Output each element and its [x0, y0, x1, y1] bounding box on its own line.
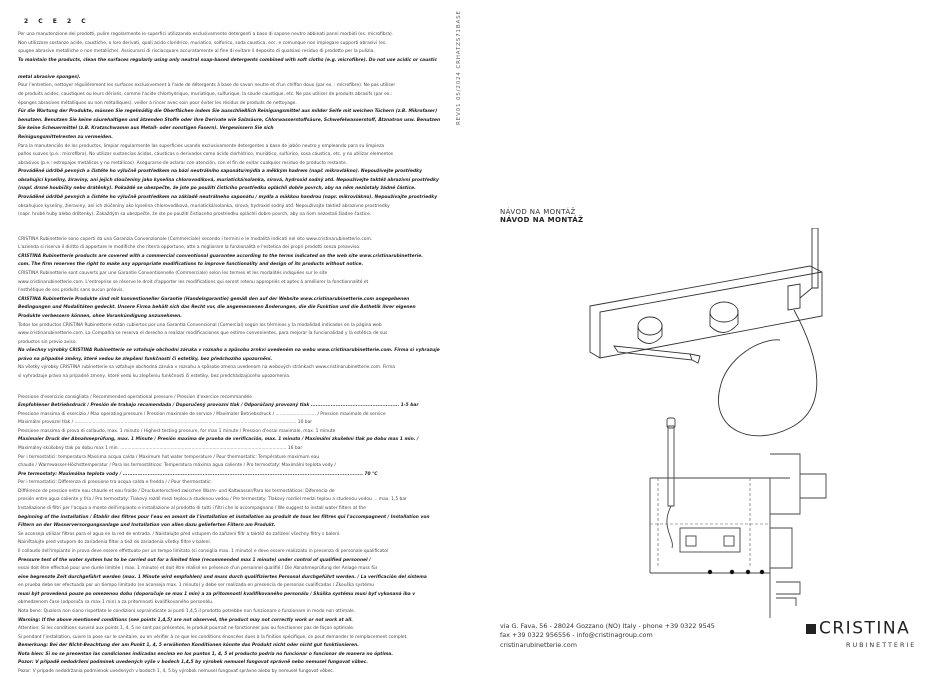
mounting-points	[708, 570, 764, 574]
specs-line: Bemerkung: Bei der Nicht-Beachtung der am Punkt 1, 4, 5 erwähnten Konditionen könnte das Produkt nicht oder nicht gut funktionieren.	[18, 643, 359, 649]
maintenance-line	[18, 65, 454, 74]
maintenance-line: Para la manutención de los productos, limpiar regularmente las superficies usando exclusivamente detergentes a base de jabón neutro y empleando para su limpieza	[18, 143, 385, 149]
warranty-line: l'esthétique de ses produits sans aucun préavis.	[18, 288, 124, 294]
revision-code: REV01 05/2024 CRHATZS71BASE	[456, 10, 462, 125]
specs-line: obmedzenom čase (odporúča sa max 1 min) a za prítomnosti kvalifikovaného personálu.	[18, 600, 214, 606]
address-line-1: via G. Fava, 56 - 28024 Gozzano (NO) Italy - phone +39 0322 9545	[500, 622, 715, 630]
specs-line: Empfohlener Betriebsdruck / Presión de trabajo recomendada / Doporučený provozní tlak / Odporúčaný provozný tlak ..................................................... 1-5 bar	[18, 403, 419, 409]
installation-view	[650, 418, 826, 618]
specs-line: Maximální provozní tlak / ............................................................................................................................................................... 10 bar	[18, 420, 313, 426]
logo-square-icon	[806, 624, 816, 634]
specs-line: beginning of the installation / Établir des filtres pour l'eau en amont de l'installation et installation au produit de tous les filtres qui l'accompagnent / Installation von	[18, 514, 430, 520]
maintenance-line: de produits acides, caustiques ou leurs dérivés, comme l'acide chlorhydrique, muriatique, sulfurique, la soude caustique, etc. Ne pas utiliser de produits abrasifs (par ex.:	[18, 92, 393, 98]
logo-name: CRISTINA	[819, 618, 911, 639]
maintenance-line: spugne abrasive metalliche o non metalliche). Assicurarsi di risciacquare accuratamente al fine di evitare il deposito di qualsiasi residuo di prodotto per la pulizia.	[18, 49, 375, 55]
maintenance-line: Non utilizzare sostanze acide, caustiche, o loro derivati, quali acido cloridrico, muriatico, solforico, soda caustica, ecc. e comunque non impiegare supporti abrasivi (es.	[18, 40, 387, 46]
specs-line: Filtern an der Wasserversorgungsanlage und Installation von allen dazu gelieferten Filtern am Produkt.	[18, 523, 276, 529]
warranty-line: www.cristinarubinetterie.com. La Compañía se reserva el derecho a realizar modificaciones que estime convenientes, para mejorar la funcionalidad y la estética de sus	[18, 331, 388, 337]
warranty-line: Produkte verbessern können, ohne Vorankündigung anzunehmen.	[18, 313, 182, 319]
specifications-section	[18, 394, 454, 677]
specs-line: Maximaler Druck der Abnahmeprüfung, max. 1 Minute / Presión maxima de prueba de verificación, max. 1 minuto / Maximální zkušební tlak po dobu max 1 min. /	[18, 437, 419, 443]
hand-shower	[812, 228, 818, 288]
warranty-section	[18, 236, 454, 382]
maintenance-line: (napr. hrubé huby alebo drôtenky). Zakaždým sa ubezpečte, že ste po použití čistiaceho prostriedku opláchli dobre povrch, aby na ňom nezostali žiadne častice.	[18, 212, 372, 218]
specs-line: Nota bene: Qualora non siano rispettate le condizioni sopraindicate ai punti 1,4,5 il prodotto potrebbe non funzionare o funzionare in modo non ottimale.	[18, 609, 356, 614]
warranty-line: CRISTINA Rubinetterie sono coperti da una Garanzia Convenzionale (Commerciale) secondo i termini e le modalità indicati nel sito www.cristinarubinetterie.com.	[18, 236, 373, 242]
maintenance-line: Prováděné údržbě pevných a čistéte ho výlučně prostředkem na bázi neutrálního saponátu/mýdla a měkkým hadrem (např. mikrovlákno). Nepoužívejte prostředky	[18, 169, 422, 175]
specs-line: Nota bien: Si no se presentan las condiciones indicadas encima en los puntos 1, 4, 5 el producto podría no funcionar o funcionar de manera no óptima.	[18, 651, 394, 657]
warranty-line: Bedingungen und Modalitäten gedeckt. Unsere Firma behält sich das Recht vor, die angemessenen Änderungen, die die Funktion und die Ästhetik ihrer eigenen	[18, 305, 416, 311]
maintenance-line: abrasivos (p.e.: estropajos metálicos y no metálicos). Asegurarse de aclarar con atención, con el fin de evitar cualquier residuo de producto restante.	[18, 160, 348, 166]
mixer-knob-right	[710, 302, 738, 322]
maintenance-line: To maintain the products, clean the surfaces regularly using only neutral soap-based detergents combined with soft cloths (e.g. microfibre). Do not use acidic or caustic	[18, 57, 438, 63]
specs-line: Pozor: V prípade nedodržania podmienok uvedených v bodoch 1, 4, 5 by výrobok nemusel fungovať správne alebo by nemusel fungovať vôbec.	[18, 669, 335, 675]
maintenance-line: Für die Wartung der Produkte, müssen Sie regelmäßig die Oberflächen indem Sie ausschließlich Reinigungsmittel aus milder Seife mit weichen Tüchern (z.B. Mikrofaser)	[18, 109, 438, 115]
warranty-line: productos sin previo aviso.	[18, 339, 77, 345]
specs-line: Pressione d'esercizio consigliata / Recommended operational pressure / Pression d'exercice recommandée	[18, 394, 252, 400]
specs-line: Nainštalujte pred vstupom do zariadenia filter a tiež do zariadenia všetky filtre v balení.	[18, 540, 211, 546]
maintenance-line: Pour l'entretien, nettoyer régulièrement les surfaces exclusivement à l'aide de détergents à base de savon neutre et d'un chiffon doux (par ex. : microfibre). Ne pas utiliser	[18, 83, 396, 89]
specs-line: presión entre agua caliente y fría / Pro termostaty: Tlakový rozdíl mezi teplou a studenou vodou / Pre termostaty: Tlakový rozdiel medzi teplou a studenou vodou ... max. 1,5 bar	[18, 497, 407, 503]
wall-plate-top	[590, 266, 822, 358]
maintenance-line: Prováděné údržbě pevných a čistéte ho výlučně prostředkem na základě neutrálneho saponátu / mydla a mäkkou handrou (napr. mikrovlákno). Nepoužívajte prostriedky	[18, 194, 438, 200]
specs-line: Per i termostatici: temperatura Massima acqua calda / Maximum hot water temperature / Pour thermostatic: Température maximum eau	[18, 454, 320, 460]
warranty-line: CRISTINA Rubinetterie products are covered with a commercial conventional guarantee according to the terms indicated on the web site www.cristinarubinetterie.	[18, 253, 423, 259]
maintenance-line: (např. drsné houbičky nebo drátěnky). Pokaždé se ubezpečte, že jste po použití čisticího prostředku opláchli dobře povrch, aby na něm nezůstaly žádné částice.	[18, 186, 416, 192]
mixer-knob-left	[638, 317, 662, 335]
faucet-illustration	[500, 228, 830, 618]
warranty-line: právo na případné změny, které vedou ke zlepšení funkčnosti či estetiky, bez předchozího upozornění.	[18, 356, 273, 362]
specs-line: Attention: Si les conditions susvisé aux points 1, 4, 5 ne sont pas présentes, le produit pourrait ne fonctionner pas ou fonctionner pas de façon optimale.	[18, 626, 355, 632]
company-address	[500, 622, 715, 650]
maintenance-line: metal abrasive sponges).	[18, 74, 81, 80]
section-header-codes: 2 C E 2 C	[24, 18, 90, 25]
maintenance-line: éponges abrasives métalliques ou non métalliques). veiller à rincer avec soin pour éviter les résidus de produits de nettoyage.	[18, 100, 297, 106]
specs-line: Warning: If the above mentioned conditions (see points 1,4,5) are not observed, the product may not correctly work or not work at all.	[18, 617, 353, 623]
maintenance-line: Per una manutenzione dei prodotti, pulire regolarmente le superfici utilizzando esclusivamente detergenti a base di sapone neutro abbinati panni morbidi (es. microfibra).	[18, 32, 394, 37]
specs-line: Il collaudo dell'impianto in prova deve essere effettuato per un tempo limitato (si consiglia max. 1 minuto) e deve essere realizzato in presenza di personale qualificato/	[18, 548, 389, 554]
warranty-line: CRISTINA Rubinetterie Produkte sind mit konventioneller Garantie (Handelsgarantie) gemäß den auf der Website www.cristinarubinetterie.com angegebenen	[18, 296, 410, 302]
manual-title-line-1: NÁVOD NA MONTÁŽ	[500, 208, 576, 216]
maintenance-line: Reinigungsmittelresten zu vermeiden.	[18, 134, 113, 140]
maintenance-line: paños suaves (p.e.: microfibra). No utilizar sustancias ácidas, cáusticas o derivados como ácido clorhídrico, muriático, sulfúrico, sosa cáustica, etc. y no utilizar elementos	[18, 152, 394, 158]
warranty-line: Todos los productos CRISTINA Rubinetterie están cubiertos por una Garantía Convencional (Comercial) según los términos y la modalidad indicados en la página web	[18, 322, 382, 328]
maintenance-line: Sie keine Scheuermittel (z.B. Kratzschwamm aus Metall- oder sonstigen Fasern). Vergewissern Sie sich	[18, 126, 274, 132]
address-line-2: fax +39 0322 956556 - info@cristinagroup.com	[500, 631, 653, 640]
specs-line: musí být provedená pouze po omezenou dobu (doporučuje se max 1 min) a za přítomnosti kvalifikovaného personálu / Skúška systému musí byť vykonaná iba v	[18, 591, 416, 597]
warranty-line: si vyhradzuje právo na prípadné zmeny, ktoré vedú ku zlepšeniu funkčnosti či estetiky, bez predchádzajúceho upozornenia.	[18, 373, 291, 379]
shower-holder	[788, 284, 800, 310]
brand-logo	[806, 618, 916, 649]
specs-line: Installazione di filtri per l'acqua a monte dell'impianto e installazione al prodotto di tutti i filtri che lo accompagnano / We suggest to install water filters at the	[18, 506, 366, 512]
warranty-line: www.cristinarubinetterie.com. L'entreprise se réserve le droit d'apporter les modifications qui seront retenu appropriés et aptes à améliorer la fonctionnalité et	[18, 279, 369, 285]
address-line-3: cristinarubinetterie.com	[500, 640, 577, 649]
specs-line: en prueba debe ser efectuada por un tiempo limitado (se aconseja max. 1 minuto) y debe ser realizada en presencia de personas cualificadas / Zkouška systému	[18, 583, 374, 589]
specs-line: essai doit être effectué pour une durée limitée ( max. 1 minute) et doit être réalisé en présence d'un personnel qualifié / Die Abnahmeprüfung der Anlage muss für	[18, 566, 378, 572]
warranty-line: L'azienda si riserva il diritto di apportare le modifiche che riterrà opportune, atte a migliorare la funzionalità e l'estetica dei propri prodotti senza preavviso.	[18, 245, 361, 251]
specs-line: Pressure test of the water system has to be carried out for a limited time (recommended max 1 minute) under control of qualified personnel /	[18, 557, 371, 563]
warranty-line: Na všechny výrobky CRISTINA Rubinetterie se vztahuje obchodní záruka v rozsahu a způsobu zrnkví uvedeném na webu www.cristinarubinetterie.com. Firma si vyhrazuje	[18, 348, 440, 354]
specs-line: Pressione massima di prova di collaudo, max. 1 minuto / Highest testing pressure, for max 1 minute / Pression d'essai maximale, max. 1 minute	[18, 428, 336, 434]
warranty-line: com. The firm reserves the right to make any appropriate modifications to improve functionality and design of its products without notice.	[18, 262, 364, 268]
maintenance-line: obsahující kyseliny, žíraviny, ani jejich sloučeniny jako kyselina chlorovodíková, muriatická/solanka, sírová, hydroxid sodný atd. Nepoužívejte taktéž abrazivní prostředky	[18, 177, 439, 183]
specs-line: Différence de pression entre eau chaude et eau froide / Druckunterschied zwischen Warm- und Kaltwasser/Para los termostáticos: Diferencia de	[18, 488, 335, 494]
maintenance-section	[18, 31, 454, 220]
specs-line: Si pendant l'installation, suivre la pose sur le sanitaire, ou en vérifier à ce que les conditions énoncées dues à la finition spécifique, ce peut demander le remplacement complet.	[18, 634, 408, 640]
specs-line: chaude / Warmwasser-Höchsttemperatur / Para los termostáticos: Temperatura máxima agua caliente / Pro termostaty: Maximální teplota vody /	[18, 463, 336, 469]
specs-line: Per i termostatici: Differenza di pressione tra acqua calda e fredda / / Pour thermostatic:	[18, 480, 212, 486]
specs-line: eine begrenzte Zeit durchgeführt werden (max. 1 Minute wird empfohlen) und muss durch qualifiziertes Personal durchgeführt werden. / La verificación del sistema	[18, 574, 427, 580]
specs-line: Pozor: V případě nedodržení podmínek uvedených výše v bodech 1,4,5 by výrobek nemusel fungovat správně nebo nemusel fungovat vůbec.	[18, 660, 369, 666]
manual-title-line-2: NÁVOD NA MONTÁŽ	[500, 216, 584, 224]
warranty-line: CRISTINA Rubinetterie sont couverts par une Garantie Conventionnelle (Commerciale) selon les termes et les modalités indiquées sur le site	[18, 271, 328, 277]
specs-line: Pre termostaty: Maximálna teplota vody / ................................................................................................................................................ 70 °C	[18, 471, 378, 477]
instruction-text-column	[18, 10, 454, 675]
specs-line: Pressione massima di esercizio / Max operating pressure / Pression maximale de service / Maximaler Betriebsdruck / ............................. / Pression maximale de service	[18, 411, 386, 417]
maintenance-line: obsahujúce kyseliny, žieraviny, ani ich zlúčeniny ako kyselina chlorovodíková, muriatická/solanka, sírová, hydroxid sodný atď. Nepoužívajte taktiež abrazívne prostriedky	[18, 203, 390, 209]
maintenance-line: benutzen. Benutzen Sie keine säurehaltigen und ätzenden Stoffe oder ihre Derivate wie Salzsäure, Chlorwasserstoffsäure, Schwefelwasserstoff, Ätznatron usw. Benutzen	[18, 117, 441, 123]
warranty-line: Na všetky výrobky CRISTINA rubinetterie sa vzťahuje obchodná záruka v rozsahu a spôsobe zmena uvedenom na webových stránkach www.cristinarubinetterie.com. Firma	[18, 365, 395, 371]
specs-line: Maximálny skúšobný tlak po dobu max 1 min. ....................................................................................................................... 16 bar	[18, 446, 303, 452]
specs-line: Se aconseja utilizar filtros para el agua en la red de entrada. / Naistalujte před vstupem do zařízení filtr a taktéž do zařízení všechny filtry s balení.	[18, 531, 341, 537]
logo-subtitle: RUBINETTERIE	[846, 640, 917, 649]
